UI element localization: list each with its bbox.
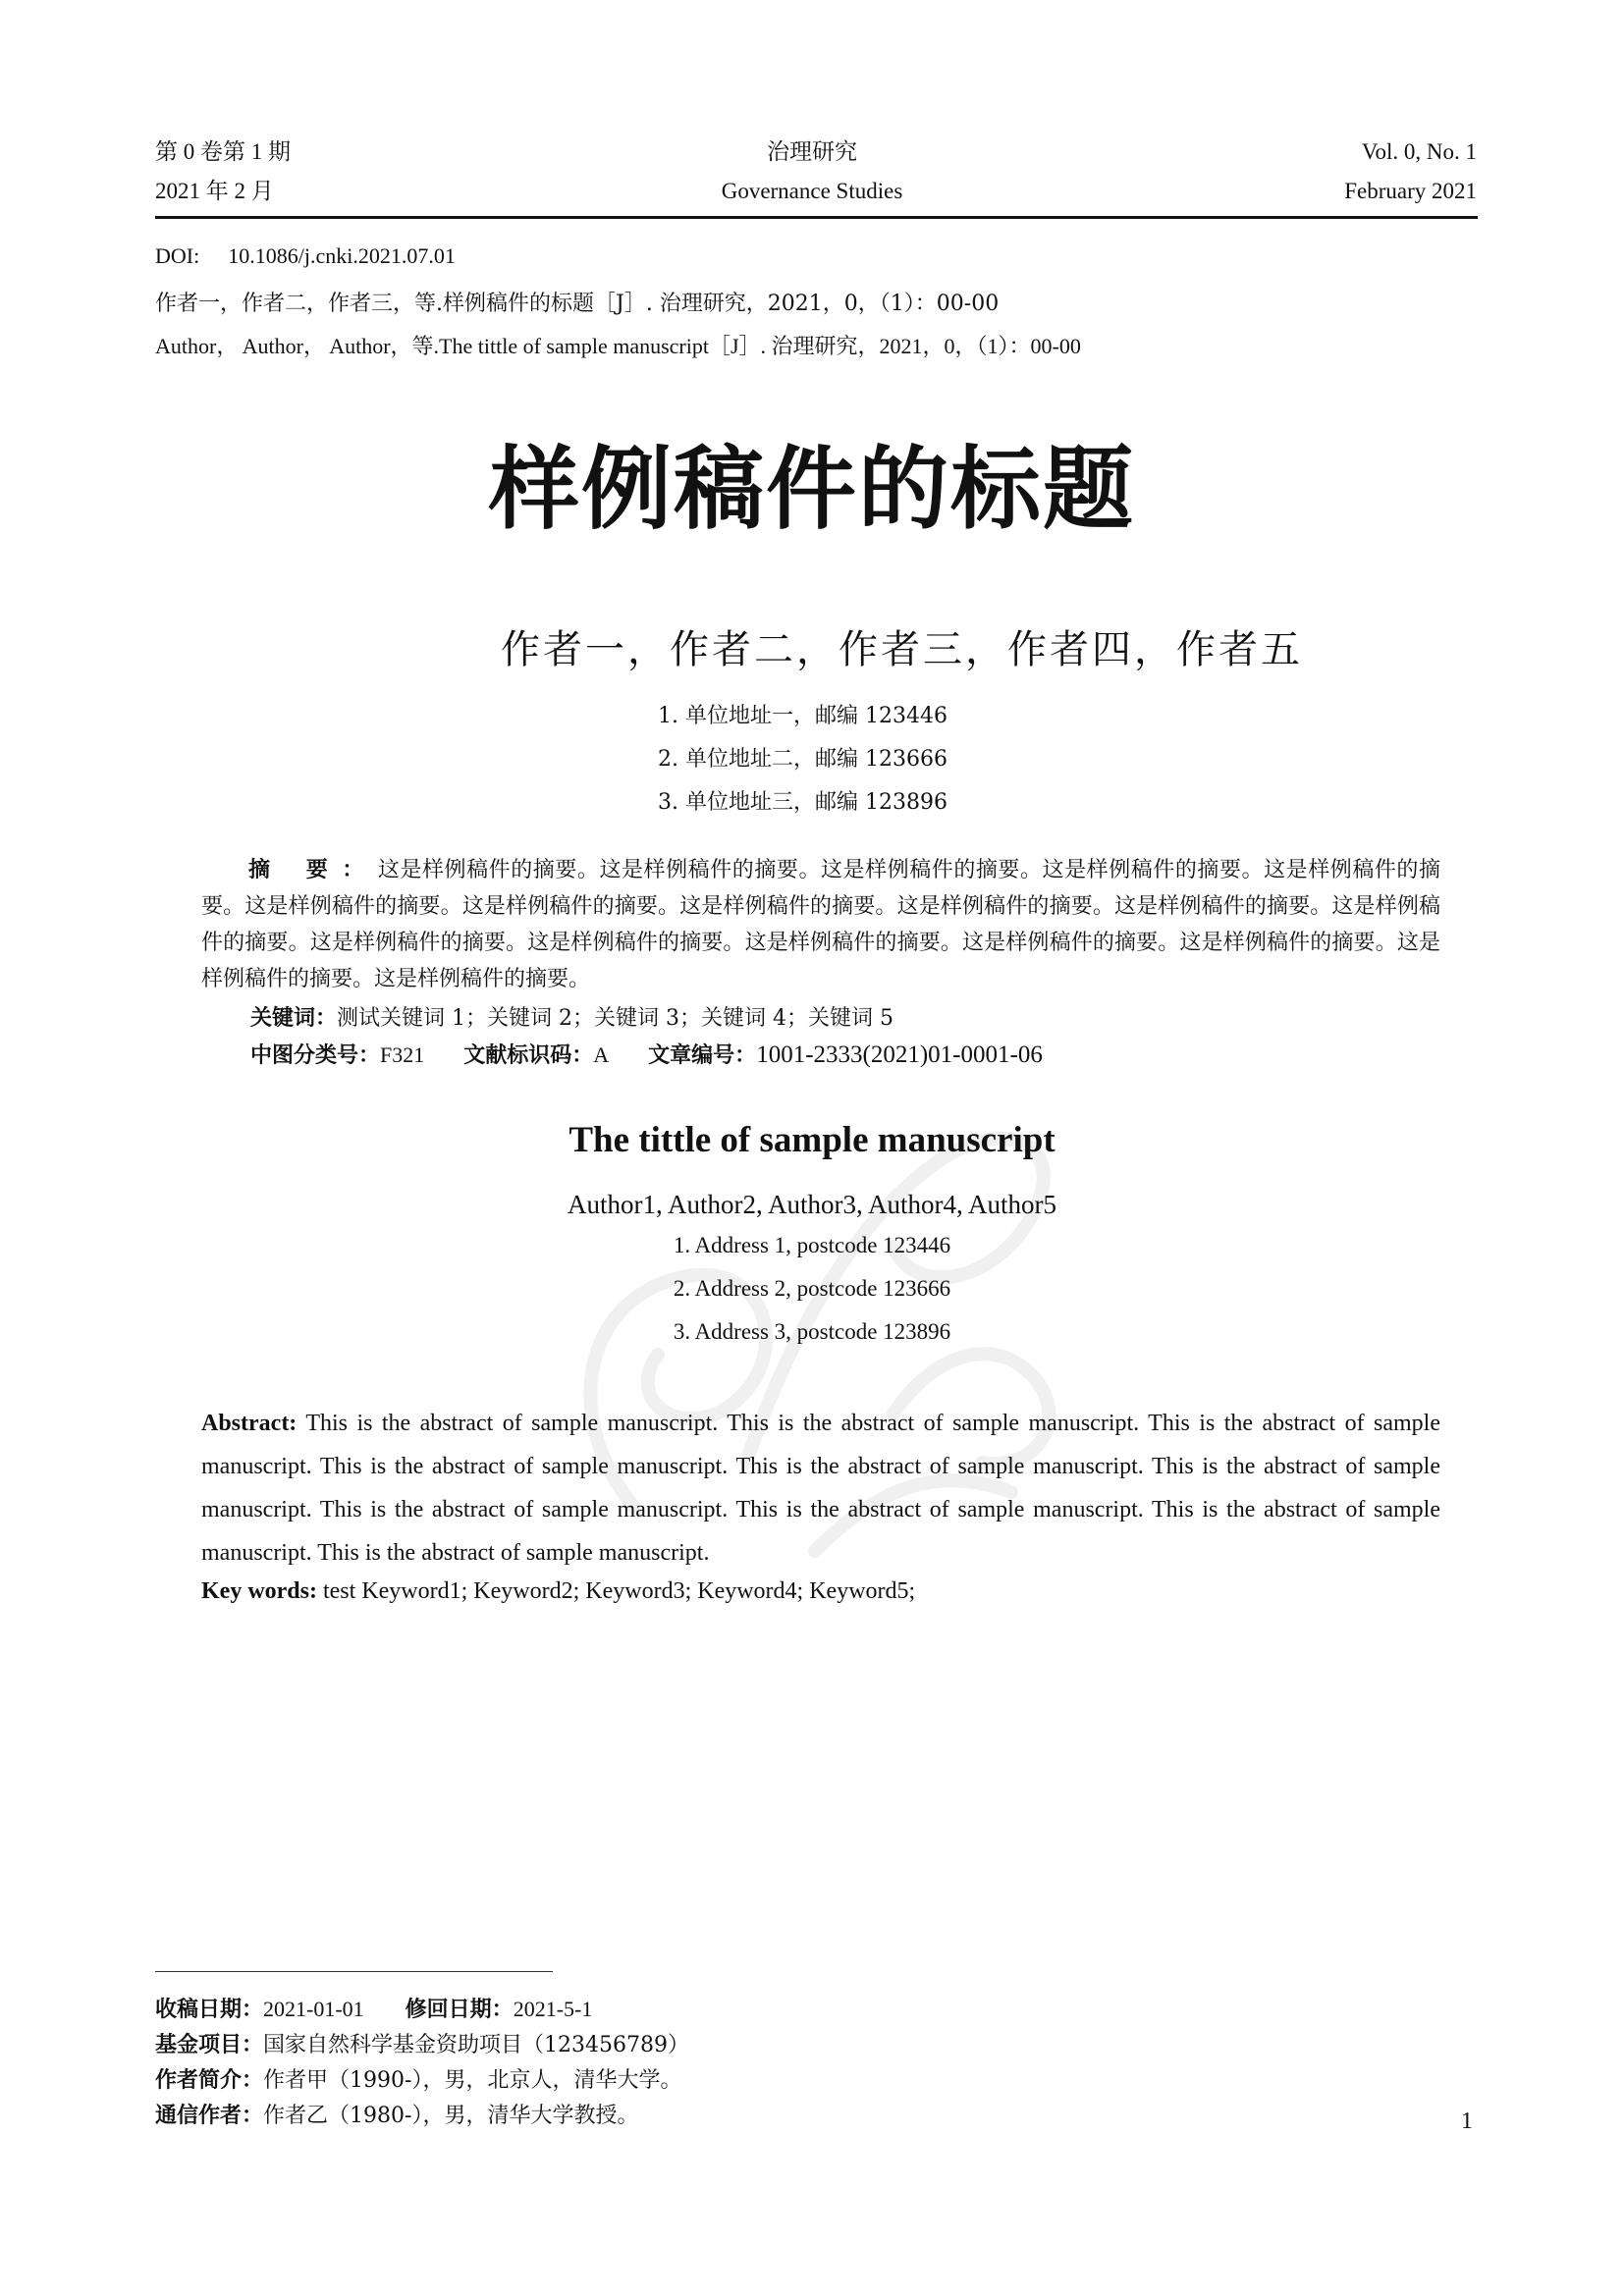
date-cn: 2021 年 2 月 [155, 179, 274, 203]
doi-value[interactable]: 10.1086/j.cnki.2021.07.01 [228, 243, 456, 268]
corr-value: 作者乙（1980-），男，清华大学教授。 [263, 2104, 639, 2128]
abstract-cn [201, 852, 1440, 997]
journal-name-cn: 治理研究 [767, 139, 857, 165]
article-number-label: 文章编号： [648, 1043, 757, 1068]
keywords-cn [250, 1001, 893, 1032]
authors-cn: 作者一，作者二，作者三，作者四，作者五 [501, 627, 1303, 672]
header-rule [155, 216, 1478, 219]
keywords-en [201, 1578, 915, 1605]
doc-code-label: 文献标识码： [463, 1043, 594, 1068]
footnote-rule [155, 1971, 553, 1972]
fund-label: 基金项目： [155, 2033, 264, 2057]
doc-code-value: A [593, 1042, 610, 1067]
journal-name-en: Governance Studies [721, 179, 903, 203]
classification-cn [250, 1039, 1043, 1069]
footnote-fund [155, 2028, 689, 2058]
authors-en: Author1, Author2, Author3, Author4, Author5 [568, 1190, 1056, 1219]
bio-label: 作者简介： [155, 2068, 264, 2093]
volume-issue-en: Vol. 0, No. 1 [1361, 139, 1477, 164]
revised-label: 修回日期： [405, 1998, 514, 2022]
footnote-author-bio [155, 2063, 681, 2094]
affiliation-en-3: 3. Address 3, postcode 123896 [673, 1319, 951, 1344]
volume-issue-cn: 第 0 卷第 1 期 [155, 139, 291, 164]
abstract-cn-text: 这是样例稿件的摘要。这是样例稿件的摘要。这是样例稿件的摘要。这是样例稿件的摘要。这是样例稿件的摘要。这是样例稿件的摘要。这是样例稿件的摘要。这是样例稿件的摘要。这是样例稿件的摘要。这是样例稿件的摘要。这是样例稿件的摘要。这是样例稿件的摘要。这是样例稿件的摘要。这是样例稿件的摘要。这是样例稿件的摘要。这是样例稿件的摘要。这是样例稿件的摘要。这是样例稿件的摘要。 [201, 858, 1440, 991]
keywords-en-text: test Keyword1; Keyword2; Keyword3; Keyword4; Keyword5; [316, 1578, 916, 1604]
abstract-cn-label: 摘 要： [248, 858, 378, 882]
page-number: 1 [1461, 2109, 1473, 2134]
received-value: 2021-01-01 [263, 1997, 364, 2021]
footnote-corresponding [155, 2099, 638, 2129]
footnote-dates [155, 1993, 592, 2023]
fund-value: 国家自然科学基金资助项目（123456789） [263, 2033, 689, 2057]
affiliation-cn-3: 3. 单位地址三，邮编 123896 [658, 790, 947, 815]
page-title-cn: 样例稿件的标题 [488, 437, 1135, 542]
article-number-value: 1001-2333(2021)01-0001-06 [756, 1041, 1043, 1068]
abstract-en-text: This is the abstract of sample manuscript. This is the abstract of sample manuscript. This is the abstract of sample manuscript. This is the abstract of sample manuscript. This is the abstract of sample manuscript. This is the abstract of sample manuscript. This is the abstract of sample manuscript. This is the abstract of sample manuscript. This is the abstract of sample manuscript. This is the abstract of sample manuscript. [201, 1411, 1440, 1566]
corr-label: 通信作者： [155, 2104, 264, 2128]
abstract-en [201, 1402, 1440, 1575]
date-en: February 2021 [1344, 179, 1477, 203]
keywords-cn-text: 测试关键词 1；关键词 2；关键词 3；关键词 4；关键词 5 [337, 1006, 893, 1031]
citation-cn: 作者一，作者二，作者三，等.样例稿件的标题［J］. 治理研究，2021，0，（1）：00-00 [155, 292, 1000, 316]
affiliation-en-1: 1. Address 1, postcode 123446 [673, 1233, 951, 1257]
received-label: 收稿日期： [155, 1998, 264, 2022]
clc-value: F321 [380, 1042, 425, 1067]
citation-en: Author， Author， Author，等.The tittle of sample manuscript［J］. 治理研究，2021，0，（1）：00-00 [155, 334, 1081, 358]
revised-value: 2021-5-1 [513, 1997, 593, 2021]
bio-value: 作者甲（1990-），男，北京人，清华大学。 [263, 2068, 682, 2093]
affiliation-en-2: 2. Address 2, postcode 123666 [673, 1276, 951, 1301]
abstract-en-label: Abstract: [201, 1411, 298, 1436]
affiliation-cn-1: 1. 单位地址一，邮编 123446 [658, 704, 947, 728]
doi-label: DOI: [155, 243, 200, 268]
doi-line [155, 243, 456, 269]
keywords-cn-label: 关键词： [250, 1006, 338, 1031]
keywords-en-label: Key words: [201, 1578, 317, 1604]
clc-label: 中图分类号： [250, 1043, 381, 1068]
page-title-en: The tittle of sample manuscript [568, 1120, 1056, 1160]
affiliation-cn-2: 2. 单位地址二，邮编 123666 [658, 747, 947, 772]
